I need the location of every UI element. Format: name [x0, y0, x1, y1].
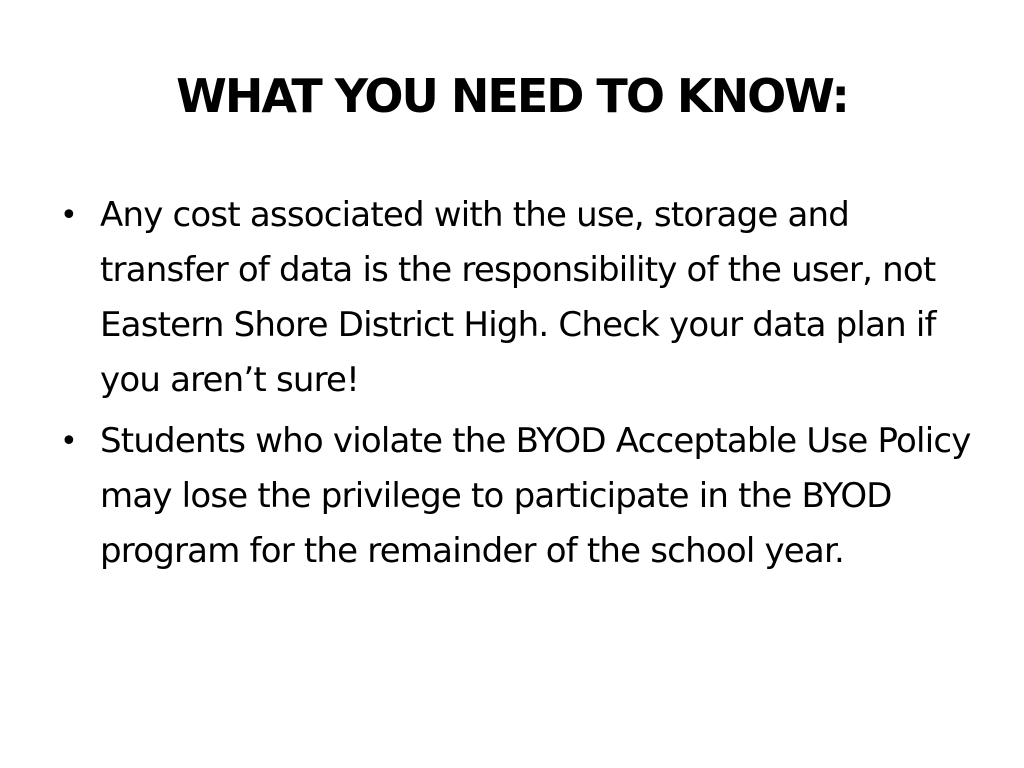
bullet-list — [60, 188, 980, 585]
bullet-marker: • — [60, 198, 77, 233]
bullet-text: Any cost associated with the use, storage and transfer of data is the responsibility of the user, not Eastern Shore District High. Check your data plan if you aren’t sure! — [100, 195, 936, 400]
bullet-text: Students who violate the BYOD Acceptable Use Policy may lose the privilege to participate in the BYOD program for the remainder of the school year. — [100, 421, 971, 571]
slide-title: WHAT YOU NEED TO KNOW: — [176, 69, 848, 123]
bullet-item-data-cost — [60, 188, 980, 408]
bullet-marker: • — [60, 424, 77, 459]
bullet-item-policy-violation — [60, 414, 980, 579]
